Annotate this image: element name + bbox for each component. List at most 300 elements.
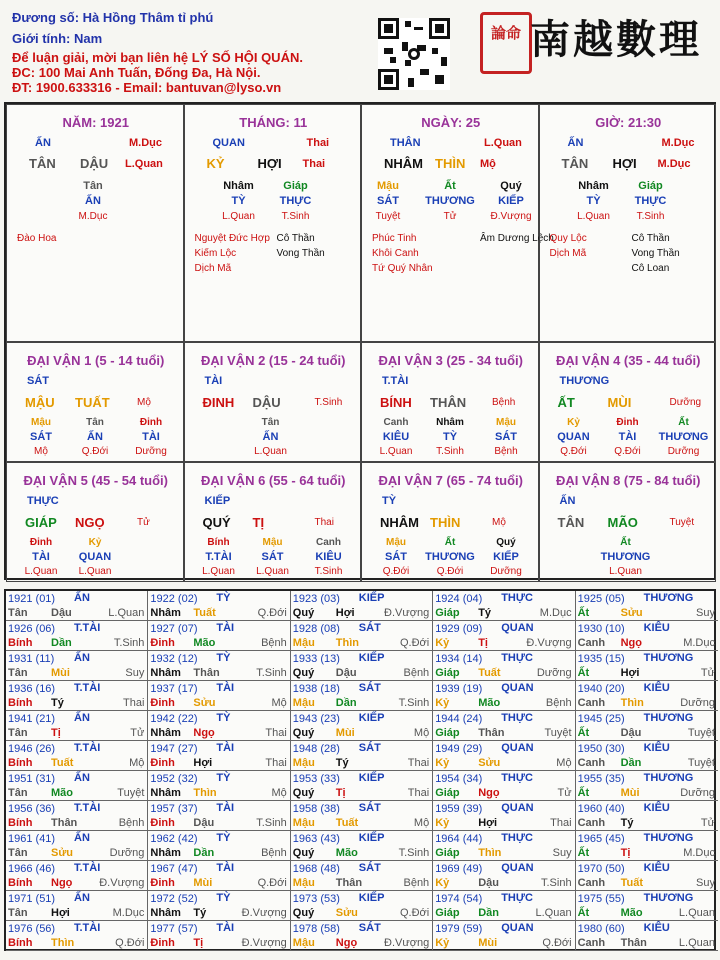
year-stage: Đ.Vượng bbox=[384, 937, 430, 949]
year-label: 1940 (20) bbox=[577, 683, 625, 695]
year-stem: Nhâm bbox=[150, 847, 181, 859]
year-label: 1960 (40) bbox=[577, 803, 625, 815]
luck-pillar-cell bbox=[184, 342, 362, 462]
year-stage: T.Sinh bbox=[398, 697, 430, 709]
year-label: 1971 (51) bbox=[8, 893, 56, 905]
year-branch: Thân bbox=[193, 667, 220, 679]
year-label: 1926 (06) bbox=[8, 623, 56, 635]
year-ten-god: SÁT bbox=[358, 802, 381, 814]
year-branch: Dậu bbox=[335, 667, 357, 679]
luck-stem: GIÁP bbox=[25, 515, 57, 530]
year-stem: Kỷ bbox=[435, 697, 450, 709]
year-branch: Sửu bbox=[620, 607, 643, 619]
year-ten-god: SÁT bbox=[358, 742, 381, 754]
inauspicious-star: Cô Loan bbox=[631, 263, 670, 274]
year-label: 1980 (60) bbox=[577, 923, 625, 935]
year-label: 1970 (50) bbox=[577, 863, 625, 875]
year-ten-god: THỰC bbox=[501, 892, 533, 904]
year-stage: M.Dục bbox=[683, 637, 715, 649]
year-stage: Thai bbox=[407, 757, 430, 769]
year-label: 1963 (43) bbox=[292, 833, 340, 845]
stem-ten-god: THÂN bbox=[390, 137, 421, 149]
year-cell bbox=[576, 771, 718, 801]
year-stem: Tân bbox=[8, 727, 28, 739]
year-label: 1968 (48) bbox=[292, 863, 340, 875]
hidden-stem: Nhâm bbox=[436, 417, 464, 428]
heavenly-stem: TÂN bbox=[29, 156, 56, 171]
year-branch: Dần bbox=[620, 757, 642, 769]
year-stem: Mậu bbox=[292, 817, 315, 829]
year-cell bbox=[148, 591, 290, 621]
auspicious-star: Kiếm Lộc bbox=[194, 248, 237, 259]
year-stem: Ất bbox=[577, 727, 590, 739]
year-cell bbox=[576, 741, 718, 771]
year-cell bbox=[291, 621, 433, 651]
year-stage: Dưỡng bbox=[536, 667, 572, 679]
hidden-stem: Nhâm bbox=[578, 180, 609, 192]
year-ten-god: THỰC bbox=[501, 772, 533, 784]
branch-stage: M.Dục bbox=[657, 158, 691, 170]
annual-luck-table bbox=[4, 589, 716, 951]
year-branch: Tý bbox=[620, 817, 634, 829]
year-label: 1936 (16) bbox=[8, 683, 56, 695]
hidden-stage: T.Sinh bbox=[314, 566, 343, 577]
chart-grid bbox=[4, 102, 716, 580]
year-branch: Tị bbox=[335, 787, 346, 799]
year-label: 1924 (04) bbox=[435, 593, 483, 605]
hidden-stage: Q.Đới bbox=[560, 446, 587, 457]
year-cell bbox=[291, 591, 433, 621]
year-stem: Nhâm bbox=[150, 787, 181, 799]
luck-branch: MÙI bbox=[607, 395, 632, 410]
luck-ten-god: KIẾP bbox=[204, 495, 231, 507]
year-ten-god: THƯƠNG bbox=[643, 892, 694, 904]
year-ten-god: T.TÀI bbox=[74, 682, 101, 694]
year-ten-god: ẤN bbox=[74, 592, 90, 604]
year-cell bbox=[6, 681, 148, 711]
year-branch: Thân bbox=[620, 937, 647, 949]
year-label: 1928 (08) bbox=[292, 623, 340, 635]
hidden-stage: Tử bbox=[443, 211, 457, 222]
year-stem: Quý bbox=[292, 847, 315, 859]
hidden-stage: L.Quan bbox=[78, 566, 112, 577]
hidden-ten-god: TÀI bbox=[142, 431, 160, 443]
year-ten-god: KIÊU bbox=[643, 622, 670, 634]
year-stage: Mộ bbox=[271, 697, 287, 709]
hidden-stem: Giáp bbox=[638, 180, 663, 192]
contact-line: Để luận giải, mời bạn liên hệ LÝ SỐ HỘI QUÁN. bbox=[12, 50, 303, 65]
hidden-ten-god: KIẾP bbox=[493, 551, 519, 563]
year-label: 1967 (47) bbox=[150, 863, 198, 875]
year-stem: Kỷ bbox=[435, 877, 450, 889]
year-ten-god: KIẾP bbox=[358, 832, 385, 844]
year-ten-god: SÁT bbox=[358, 682, 381, 694]
year-branch: Ngọ bbox=[51, 877, 73, 889]
year-branch: Mão bbox=[193, 637, 216, 649]
year-stage: M.Dục bbox=[112, 907, 145, 919]
pillar-title: GIỜ: 21:30 bbox=[595, 115, 662, 130]
auspicious-star: Đào Hoa bbox=[17, 233, 57, 244]
year-stage: T.Sinh bbox=[541, 877, 572, 889]
year-stem: Bính bbox=[8, 757, 33, 769]
year-branch: Dần bbox=[193, 847, 215, 859]
year-cell bbox=[6, 831, 148, 861]
year-ten-god: TÀI bbox=[216, 682, 235, 694]
hidden-ten-god: ẤN bbox=[262, 431, 279, 443]
year-cell bbox=[576, 681, 718, 711]
hidden-ten-god: SÁT bbox=[30, 431, 52, 443]
year-stage: T.Sinh bbox=[256, 667, 287, 679]
year-branch: Thân bbox=[478, 727, 505, 739]
year-stage: Q.Đới bbox=[257, 607, 287, 619]
hidden-stem: Mậu bbox=[377, 180, 399, 192]
luck-title: ĐẠI VẬN 2 (15 - 24 tuổi) bbox=[201, 353, 346, 368]
inauspicious-star: Vong Thần bbox=[631, 248, 680, 259]
year-branch: Tý bbox=[193, 907, 207, 919]
hidden-stem: Quý bbox=[500, 180, 522, 192]
year-branch: Dậu bbox=[478, 877, 499, 889]
year-stem: Kỷ bbox=[435, 637, 450, 649]
year-ten-god: KIẾP bbox=[358, 892, 385, 904]
hidden-stem: Tân bbox=[86, 417, 104, 428]
year-cell bbox=[6, 621, 148, 651]
year-ten-god: KIẾP bbox=[358, 772, 385, 784]
year-label: 1947 (27) bbox=[150, 743, 198, 755]
year-label: 1948 (28) bbox=[292, 743, 340, 755]
year-ten-god: T.TÀI bbox=[74, 862, 101, 874]
hidden-stem: Đinh bbox=[139, 417, 163, 428]
luck-stem: ĐINH bbox=[202, 395, 235, 410]
year-stage: M.Dục bbox=[539, 607, 572, 619]
year-stage: Tuyệt bbox=[544, 727, 572, 739]
hidden-stage: Q.Đới bbox=[382, 566, 410, 577]
hidden-ten-god: ẤN bbox=[85, 195, 101, 207]
year-cell bbox=[433, 591, 575, 621]
year-stem: Đinh bbox=[150, 757, 175, 769]
pillar-title: THÁNG: 11 bbox=[239, 115, 308, 130]
year-label: 1945 (25) bbox=[577, 713, 625, 725]
year-stem: Tân bbox=[8, 667, 28, 679]
luck-branch: MÃO bbox=[607, 515, 638, 530]
year-label: 1930 (10) bbox=[577, 623, 625, 635]
hidden-stage: T.Sinh bbox=[281, 211, 310, 222]
auspicious-star: Quy Lộc bbox=[549, 233, 587, 244]
hidden-ten-god: ẤN bbox=[87, 431, 103, 443]
year-stage: Đ.Vượng bbox=[241, 907, 287, 919]
year-stem: Kỷ bbox=[435, 757, 450, 769]
hidden-stem: Đinh bbox=[616, 417, 639, 428]
year-label: 1961 (41) bbox=[8, 833, 56, 845]
year-branch: Mão bbox=[51, 787, 73, 799]
year-branch: Mùi bbox=[193, 877, 213, 889]
year-cell bbox=[291, 711, 433, 741]
hidden-stem: Ất bbox=[444, 180, 456, 192]
year-branch: Dần bbox=[51, 637, 72, 649]
year-cell bbox=[6, 891, 148, 921]
year-label: 1949 (29) bbox=[435, 743, 483, 755]
hidden-stem: Tân bbox=[83, 180, 103, 192]
header bbox=[0, 0, 720, 100]
year-branch: Hợi bbox=[620, 667, 640, 679]
year-stage: Thai bbox=[265, 727, 287, 739]
year-label: 1932 (12) bbox=[150, 653, 198, 665]
earthly-branch: THÌN bbox=[435, 156, 466, 171]
year-cell bbox=[576, 591, 718, 621]
owner-name: Đương số: Hà Hồng Thâm tỉ phú bbox=[12, 10, 214, 25]
year-stage: Bệnh bbox=[261, 847, 287, 859]
year-label: 1931 (11) bbox=[8, 653, 55, 665]
hidden-ten-god: KIÊU bbox=[382, 431, 410, 443]
year-label: 1966 (46) bbox=[8, 863, 56, 875]
hidden-stage: Q.Đới bbox=[81, 446, 109, 457]
year-stage: Mộ bbox=[556, 757, 572, 769]
year-branch: Tuất bbox=[620, 877, 643, 889]
year-branch: Dậu bbox=[620, 727, 642, 739]
hidden-stem: Kỷ bbox=[567, 417, 580, 428]
hidden-stage: T.Sinh bbox=[636, 211, 665, 222]
luck-branch: TỊ bbox=[252, 515, 265, 530]
year-branch: Thân bbox=[51, 817, 78, 829]
year-branch: Sửu bbox=[51, 847, 74, 859]
hidden-stem: Ất bbox=[678, 417, 689, 428]
gender: Giới tính: Nam bbox=[12, 31, 103, 46]
year-cell bbox=[148, 621, 290, 651]
hidden-ten-god: THỰC bbox=[634, 195, 667, 207]
year-cell bbox=[291, 831, 433, 861]
phone-email-line: ĐT: 1900.633316 - Email: bantuvan@lyso.vn bbox=[12, 80, 282, 95]
auspicious-star: Tứ Quý Nhân bbox=[372, 263, 433, 274]
year-stage: Đ.Vượng bbox=[384, 607, 430, 619]
pillar-cell bbox=[184, 104, 362, 342]
year-branch: Sửu bbox=[335, 907, 358, 919]
year-ten-god: ẤN bbox=[74, 832, 90, 844]
year-label: 1977 (57) bbox=[150, 923, 198, 935]
year-stem: Quý bbox=[292, 607, 315, 619]
year-branch: Mão bbox=[620, 907, 643, 919]
year-ten-god: T.TÀI bbox=[74, 922, 101, 934]
year-label: 1973 (53) bbox=[292, 893, 340, 905]
year-ten-god: SÁT bbox=[358, 622, 381, 634]
year-cell bbox=[576, 621, 718, 651]
year-stem: Kỷ bbox=[435, 817, 450, 829]
year-ten-god: THƯƠNG bbox=[643, 592, 694, 604]
year-stem: Đinh bbox=[150, 817, 175, 829]
year-stem: Nhâm bbox=[150, 607, 181, 619]
year-stage: Tử bbox=[557, 787, 572, 799]
year-label: 1969 (49) bbox=[435, 863, 483, 875]
year-branch: Hợi bbox=[193, 757, 213, 769]
year-ten-god: QUAN bbox=[501, 922, 534, 934]
year-cell bbox=[6, 921, 148, 951]
hidden-ten-god: THƯƠNG bbox=[425, 195, 475, 207]
year-ten-god: ẤN bbox=[74, 712, 90, 724]
year-stem: Kỷ bbox=[435, 937, 450, 949]
year-branch: Tuất bbox=[193, 607, 216, 619]
year-ten-god: TỲ bbox=[216, 652, 231, 664]
year-label: 1954 (34) bbox=[435, 773, 483, 785]
year-stem: Đinh bbox=[150, 937, 175, 949]
hidden-stage: Mộ bbox=[34, 446, 48, 457]
year-cell bbox=[6, 741, 148, 771]
year-stem: Canh bbox=[577, 817, 606, 829]
year-label: 1962 (42) bbox=[150, 833, 198, 845]
year-label: 1923 (03) bbox=[292, 593, 340, 605]
luck-title: ĐẠI VẬN 6 (55 - 64 tuổi) bbox=[201, 473, 346, 488]
year-stem: Quý bbox=[292, 727, 315, 739]
stem-ten-god: QUAN bbox=[212, 137, 245, 149]
stem-ten-god: ẤN bbox=[567, 137, 584, 149]
year-label: 1922 (02) bbox=[150, 593, 198, 605]
year-branch: Hợi bbox=[335, 607, 355, 619]
year-stem: Bính bbox=[8, 637, 33, 649]
year-label: 1950 (30) bbox=[577, 743, 625, 755]
year-branch: Mùi bbox=[335, 727, 355, 739]
year-branch: Dậu bbox=[51, 607, 72, 619]
luck-branch: THÂN bbox=[430, 395, 467, 410]
year-ten-god: KIÊU bbox=[643, 802, 670, 814]
luck-branch: NGỌ bbox=[75, 515, 105, 530]
year-label: 1927 (07) bbox=[150, 623, 198, 635]
year-label: 1957 (37) bbox=[150, 803, 198, 815]
year-stage: Suy bbox=[125, 667, 145, 679]
luck-stem: MẬU bbox=[25, 395, 55, 410]
year-ten-god: ẤN bbox=[74, 652, 90, 664]
year-stage: Thai bbox=[407, 787, 430, 799]
year-branch: Tị bbox=[620, 847, 631, 859]
year-stage: Q.Đới bbox=[542, 937, 572, 949]
hidden-ten-god: QUAN bbox=[557, 431, 590, 443]
year-branch: Mùi bbox=[620, 787, 640, 799]
hidden-ten-god: THƯƠNG bbox=[600, 551, 651, 563]
year-ten-god: KIÊU bbox=[643, 862, 670, 874]
year-cell bbox=[291, 681, 433, 711]
year-branch: Sửu bbox=[193, 697, 216, 709]
year-branch: Tị bbox=[51, 727, 61, 739]
branch-ten-god: M.Dục bbox=[129, 137, 162, 149]
year-cell bbox=[433, 801, 575, 831]
year-ten-god: QUAN bbox=[501, 682, 534, 694]
year-stem: Nhâm bbox=[150, 727, 181, 739]
qr-code-icon bbox=[378, 18, 450, 90]
year-ten-god: KIẾP bbox=[358, 592, 385, 604]
earthly-branch: DẬU bbox=[80, 156, 109, 171]
hidden-stem: Ất bbox=[444, 537, 456, 548]
year-cell bbox=[433, 861, 575, 891]
year-stem: Mậu bbox=[292, 877, 315, 889]
inauspicious-star: Âm Dương Lệch bbox=[480, 233, 554, 244]
year-branch: Thân bbox=[335, 877, 363, 889]
logo: 南越數理 bbox=[530, 16, 702, 63]
year-stem: Giáp bbox=[435, 787, 460, 799]
year-stage: L.Quan bbox=[678, 937, 715, 949]
year-ten-god: TÀI bbox=[216, 742, 235, 754]
hidden-stage: L.Quan bbox=[379, 446, 413, 457]
year-cell bbox=[6, 711, 148, 741]
year-cell bbox=[576, 831, 718, 861]
year-stem: Giáp bbox=[435, 607, 460, 619]
luck-ten-god: T.TÀI bbox=[382, 375, 409, 387]
year-stage: Suy bbox=[696, 607, 715, 619]
luck-stage: T.Sinh bbox=[314, 397, 343, 408]
year-stem: Mậu bbox=[292, 757, 315, 769]
hidden-ten-god: KIẾP bbox=[498, 195, 524, 207]
year-branch: Mùi bbox=[478, 937, 498, 949]
year-cell bbox=[576, 861, 718, 891]
year-cell bbox=[576, 891, 718, 921]
hidden-stage: Dưỡng bbox=[490, 566, 522, 577]
year-stage: Bệnh bbox=[403, 667, 430, 679]
year-stem: Ất bbox=[577, 787, 590, 799]
hidden-stage: Bệnh bbox=[494, 446, 518, 457]
luck-ten-god: THỰC bbox=[27, 495, 59, 507]
year-stem: Ất bbox=[577, 847, 590, 859]
luck-pillar-cell bbox=[184, 462, 362, 582]
year-stage: Tử bbox=[130, 727, 145, 739]
luck-stem: ẤT bbox=[557, 395, 575, 410]
year-stage: T.Sinh bbox=[113, 637, 145, 649]
luck-title: ĐẠI VẬN 1 (5 - 14 tuổi) bbox=[27, 353, 165, 368]
year-stem: Tân bbox=[8, 847, 28, 859]
year-label: 1937 (17) bbox=[150, 683, 198, 695]
hidden-stem: Giáp bbox=[283, 180, 308, 192]
year-ten-god: QUAN bbox=[501, 622, 534, 634]
luck-stage: Thai bbox=[314, 517, 334, 528]
luck-stem: QUÝ bbox=[202, 515, 231, 530]
branch-stage: Mộ bbox=[480, 158, 496, 170]
year-cell bbox=[576, 711, 718, 741]
auspicious-star: Phúc Tinh bbox=[372, 233, 417, 244]
year-stem: Canh bbox=[577, 637, 606, 649]
year-cell bbox=[148, 831, 290, 861]
luck-stage: Bệnh bbox=[492, 397, 516, 408]
earthly-branch: HỢI bbox=[257, 156, 282, 171]
year-cell bbox=[576, 651, 718, 681]
year-cell bbox=[433, 741, 575, 771]
year-cell bbox=[148, 861, 290, 891]
year-label: 1964 (44) bbox=[435, 833, 483, 845]
year-ten-god: TỲ bbox=[216, 832, 231, 844]
year-label: 1965 (45) bbox=[577, 833, 625, 845]
year-stem: Ất bbox=[577, 667, 590, 679]
year-stem: Canh bbox=[577, 937, 606, 949]
year-stage: Q.Đới bbox=[115, 937, 145, 949]
luck-stem: TÂN bbox=[557, 515, 585, 530]
year-stage: Mộ bbox=[129, 757, 145, 769]
year-ten-god: T.TÀI bbox=[74, 622, 101, 634]
year-ten-god: THỰC bbox=[501, 652, 533, 664]
year-branch: Tý bbox=[335, 757, 349, 769]
luck-pillar-cell bbox=[539, 462, 717, 582]
hidden-stage: L.Quan bbox=[202, 566, 235, 577]
year-stage: Suy bbox=[696, 877, 715, 889]
hidden-stage: L.Quan bbox=[256, 566, 289, 577]
year-ten-god: ẤN bbox=[74, 892, 90, 904]
year-cell bbox=[148, 801, 290, 831]
hidden-ten-god: SÁT bbox=[385, 551, 407, 563]
year-cell bbox=[433, 651, 575, 681]
hidden-stage: Q.Đới bbox=[614, 446, 641, 457]
year-cell bbox=[148, 681, 290, 711]
year-ten-god: TỲ bbox=[216, 892, 231, 904]
year-cell bbox=[148, 921, 290, 951]
luck-ten-god: THƯƠNG bbox=[559, 375, 610, 387]
year-ten-god: KIẾP bbox=[358, 712, 385, 724]
year-stem: Giáp bbox=[435, 667, 460, 679]
year-label: 1942 (22) bbox=[150, 713, 198, 725]
luck-branch: DẬU bbox=[252, 395, 281, 410]
year-stage: Thai bbox=[550, 817, 572, 829]
year-stem: Bính bbox=[8, 697, 33, 709]
